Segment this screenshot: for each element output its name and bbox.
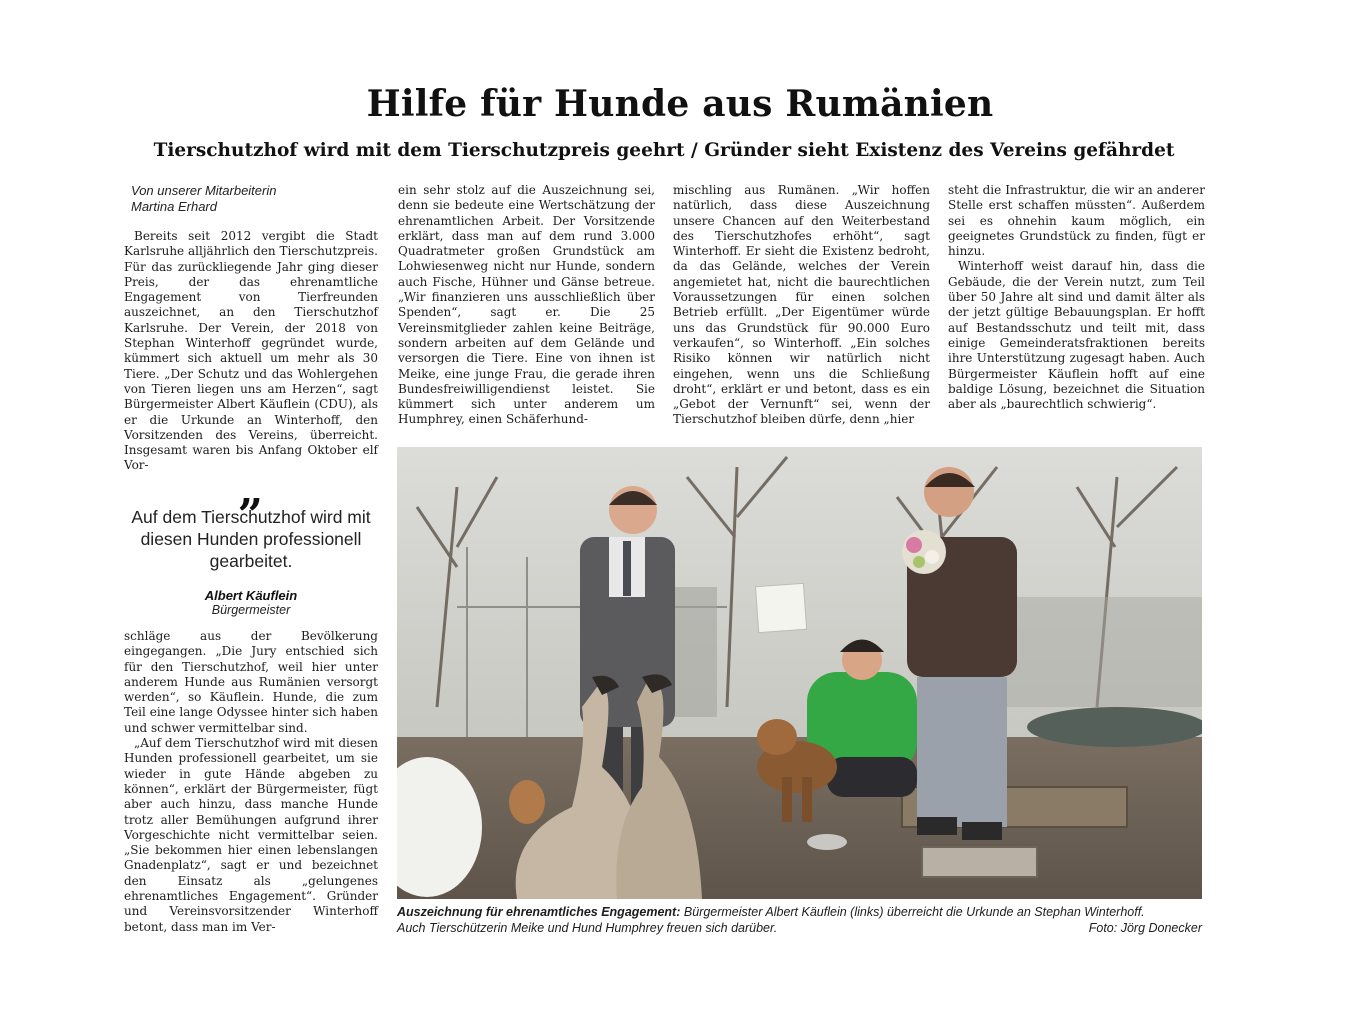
photo-credit: Foto: Jörg Donecker — [1088, 921, 1202, 935]
paragraph: „Auf dem Tierschutzhof wird mit diesen Hunden professionell gearbeitet, um sie wieder in gute Hände abgeben zu können“, erklärt der Bürgermeister, fügt aber auch hinzu, dass manche Hunde trotz aller Bemühungen aufgrund ihrer Vorgeschichte nicht vermittelbar seien. „Sie bekommen hier einen lebenslangen Gnadenplatz“, sagt er und bezeichnet den Einsatz als „gelungenes ehrenamtliches Engagement“. Gründer und Vereinsvorsitzender Winterhoff betont, dass man im Ver- — [124, 736, 378, 934]
column-3 — [673, 183, 930, 428]
paragraph: Winterhoff weist darauf hin, dass die Gebäude, die der Verein nutzt, zum Teil über 50 Jahre alt sind und damit älter als der jetzt gültige Bebauungsplan. Er hofft auf Bestandsschutz und teilt mit, dass einige Gemeinderatsfraktionen bereits ihre Unterstützung zugesagt haben. Auch Bürgermeister Käuflein hofft auf eine baldige Lösung, bezeichnet die Situation aber als „baurechtlich schwierig“. — [948, 259, 1205, 412]
pull-quote-author: Albert Käuflein — [204, 588, 298, 603]
paragraph: steht die Infrastruktur, die wir an anderer Stelle erst schaffen müssten“. Außerdem sei es ohnehin kaum möglich, ein geeignetes Grundstück zu finden, fügt er hinzu. — [948, 183, 1205, 259]
byline-line: Von unserer Mitarbeiterin — [131, 183, 277, 198]
byline — [131, 183, 391, 215]
article-headline: Hilfe für Hunde aus Rumänien — [366, 83, 994, 125]
column-1-top — [124, 229, 378, 474]
column-1-bottom — [124, 629, 378, 935]
caption-line-2 — [397, 920, 1202, 936]
caption-text-2: Auch Tierschützerin Meike und Hund Humphrey freuen sich darüber. — [397, 921, 778, 935]
caption-lead: Auszeichnung für ehrenamtliches Engagement: — [397, 905, 681, 919]
column-4 — [948, 183, 1205, 412]
article-subheadline: Tierschutzhof wird mit dem Tierschutzpreis geehrt / Gründer sieht Existenz des Vereins gefährdet — [153, 140, 1175, 161]
article-photo — [397, 447, 1202, 899]
paragraph: schläge aus der Bevölkerung eingegangen. „Die Jury entschied sich für den Tierschutzhof, weil hier unter anderem Hunde aus Rumänien versorgt werden“, so Käuflein. Hunde, die zum Teil eine lange Odyssee hinter sich haben und schwer vermittelbar sind. — [124, 629, 378, 735]
paragraph: ein sehr stolz auf die Auszeichnung sei, denn sie bedeute eine Wertschätzung der ehrenamtlichen Arbeit. Der Vorsitzende erklärt, dass man auf dem rund 3.000 Quadratmeter großen Grundstück am Lohwiesenweg nicht nur Hunde, sondern auch Fische, Hühner und Gänse betreue. „Wir finanzieren uns ausschließlich über Spenden“, sagt er. Die 25 Vereinsmitglieder zahlen keine Beiträge, sondern arbeiten auf dem Gelände und versorgen die Tiere. Eine von ihnen ist Meike, eine junge Frau, die gerade ihren Bundesfreiwilligendienst leistet. Sie kümmert sich unter anderem um Humphrey, einen Schäferhund- — [398, 183, 655, 427]
quote-mark-icon: „ — [238, 465, 264, 516]
byline-author: Martina Erhard — [131, 199, 217, 214]
pull-quote-role: Bürgermeister — [211, 603, 291, 617]
paragraph: Bereits seit 2012 vergibt die Stadt Karlsruhe alljährlich den Tierschutzpreis. Für das zurückliegende Jahr ging dieser Preis, der das ehrenamtliche Engagement von Tierfreunden auszeichnet, an den Tierschutzhof Karlsruhe. Der Verein, der 2018 von Stephan Winterhoff gegründet wurde, kümmert sich aktuell um mehr als 30 Tiere. „Der Schutz und das Wohlergehen von Tieren liegen uns am Herzen“, sagt Bürgermeister Albert Käuflein (CDU), als er die Urkunde an Winterhoff, den Vorsitzenden des Vereins, überreicht. Insgesamt waren bis Anfang Oktober elf Vor- — [124, 229, 378, 473]
paragraph: mischling aus Rumänen. „Wir hoffen natürlich, dass diese Auszeichnung unsere Chancen auf den Weiterbestand des Tierschutzhofes erhöht“, sagt Winterhoff. Er sieht die Existenz bedroht, da das Gelände, welches der Verein angemietet hat, nicht die baurechtlichen Voraussetzungen für einen solchen Betrieb erfüllt. „Der Eigentümer würde uns das Grundstück für 90.000 Euro verkaufen“, so Winterhoff. „Ein solches Risiko können wir natürlich nicht eingehen, wenn uns die Schließung droht“, erklärt er und betont, dass es ein „Gebot der Vernunft“ sei, wenn der Tierschutzhof bleiben dürfe, denn „hier — [673, 183, 930, 427]
caption-text: Bürgermeister Albert Käuflein (links) überreicht die Urkunde an Stephan Winterhoff. — [683, 905, 1145, 919]
column-2 — [398, 183, 655, 428]
pull-quote-text: Auf dem Tierschutzhof wird mit diesen Hunden professionell gearbeitet. — [131, 507, 371, 571]
caption-line-1 — [397, 904, 1202, 920]
pull-quote — [124, 465, 378, 618]
photo-caption — [397, 904, 1202, 936]
